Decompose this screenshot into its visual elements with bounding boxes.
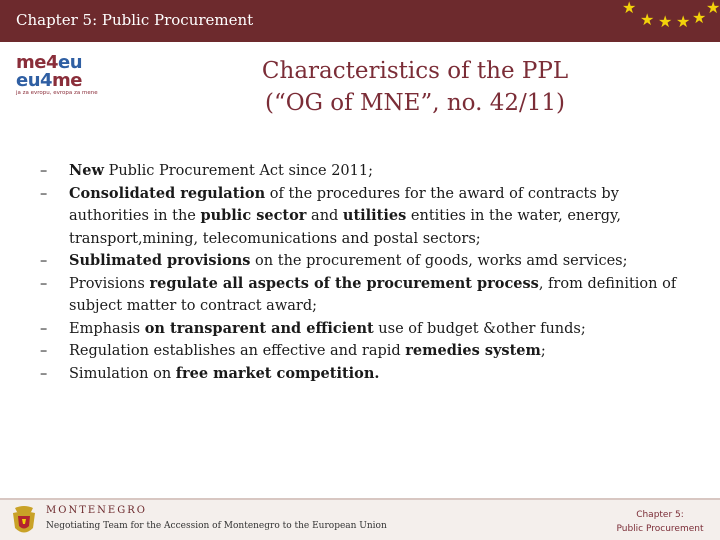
- bullet-item: [40, 363, 690, 386]
- bold-text: remedies system: [405, 342, 541, 359]
- bold-text: regulate all aspects of the procurement process: [149, 274, 539, 292]
- star-icon: ★: [658, 12, 673, 31]
- montenegro-coat-of-arms-icon: [9, 504, 39, 538]
- bullet-list: [40, 160, 690, 385]
- logo-eu4: eu4: [16, 70, 53, 91]
- logo-me-2: me: [52, 70, 83, 91]
- bold-text: on transparent and efficient: [144, 319, 374, 337]
- star-icon: ★: [692, 8, 707, 27]
- body-text: Simulation on: [69, 365, 176, 382]
- bullet-item: [40, 160, 690, 183]
- slide-title-line1: Characteristics of the PPL: [261, 58, 569, 84]
- bullet-item: [40, 340, 690, 363]
- body-text: Regulation establishes an effective and rapid: [69, 343, 406, 359]
- header-title: Chapter 5: Public Procurement: [16, 11, 254, 29]
- bullet-item: [40, 250, 690, 273]
- star-icon: ★: [622, 0, 637, 17]
- body-text: on the procurement of goods, works amd services;: [250, 253, 628, 269]
- bullet-dash: –: [40, 185, 48, 202]
- bold-text: Sublimated provisions: [69, 252, 251, 269]
- slide-title: [230, 55, 600, 119]
- eu-stars-icon: [612, 0, 720, 32]
- body-text: Emphasis: [69, 320, 145, 337]
- me4eu-logo: [16, 54, 106, 98]
- body-text: and: [306, 208, 343, 224]
- body-text: of the procedures for the award of contracts by authorities in the: [69, 185, 619, 224]
- bullet-item: [40, 273, 690, 318]
- bold-text: New: [69, 162, 104, 179]
- body-text: entities in the water, energy, transport,mining, telecomunications and postal sectors;: [69, 208, 621, 247]
- star-icon: ★: [706, 0, 720, 17]
- body-text: use of budget &other funds;: [373, 320, 586, 337]
- slide-title-line2: (“OG of MNE”, no. 42/11): [265, 90, 565, 116]
- footer-chapter-line2: Public Procurement: [616, 524, 704, 534]
- logo-eu: eu: [58, 52, 83, 73]
- bold-text: utilities: [342, 207, 407, 224]
- footer-country: MONTENEGRO: [46, 505, 147, 516]
- bold-text: Consolidated regulation: [69, 184, 266, 202]
- bullet-item: [40, 183, 690, 251]
- bullet-dash: –: [40, 365, 48, 382]
- bullet-dash: –: [40, 163, 48, 179]
- body-text: Public Procurement Act since 2011;: [103, 163, 373, 179]
- bold-text: public sector: [200, 207, 307, 224]
- footer-chapter: [605, 508, 715, 536]
- star-icon: ★: [676, 12, 691, 31]
- bullet-item: [40, 318, 690, 341]
- bullet-dash: –: [40, 275, 48, 292]
- bullet-dash: –: [40, 320, 48, 337]
- star-icon: ★: [640, 10, 655, 29]
- body-text: ;: [540, 343, 546, 359]
- bold-text: free market competition.: [175, 364, 380, 382]
- bullet-dash: –: [40, 253, 48, 269]
- footer-chapter-line1: Chapter 5:: [636, 510, 684, 520]
- footer-team: Negotiating Team for the Accession of Montenegro to the European Union: [46, 521, 387, 531]
- body-text: Provisions: [69, 275, 150, 292]
- body-text: , from definition of subject matter to contract award;: [69, 275, 677, 314]
- logo-me: me4: [16, 52, 58, 73]
- logo-tagline: ja za evropu, evropa za mene: [16, 90, 98, 96]
- bullet-dash: –: [40, 343, 48, 359]
